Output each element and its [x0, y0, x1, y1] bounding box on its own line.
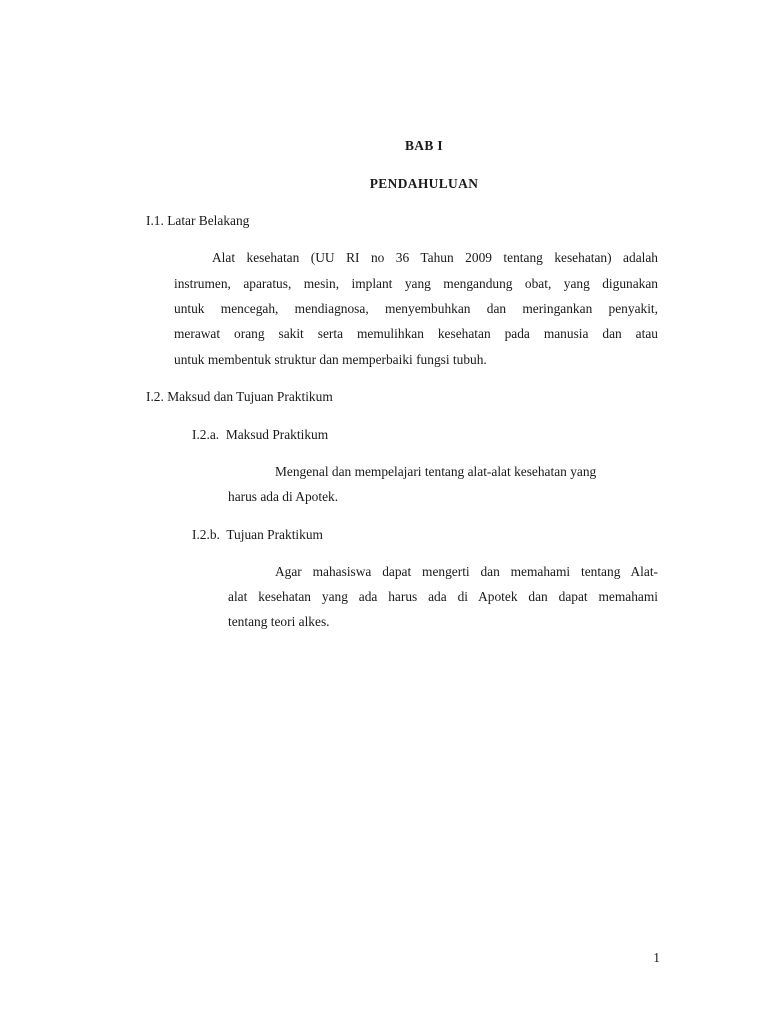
chapter-number: BAB I [404, 138, 444, 153]
paragraph-line: tentang teori alkes. [228, 614, 330, 629]
subsection-heading-maksud: I.2.a. Maksud Praktikum [192, 427, 329, 442]
paragraph-line: untuk mencegah, mendiagnosa, menyembuhkan dan meringankan penyakit, [174, 301, 658, 316]
paragraph-line: instrumen, aparatus, mesin, implant yang mengandung obat, yang digunakan [174, 276, 658, 291]
paragraph-line: Alat kesehatan (UU RI no 36 Tahun 2009 tentang kesehatan) adalah [212, 250, 658, 265]
subsection-heading-tujuan: I.2.b. Tujuan Praktikum [192, 527, 323, 542]
chapter-title: PENDAHULUAN [369, 176, 479, 191]
page-number: 1 [653, 950, 660, 965]
paragraph-line: alat kesehatan yang ada harus ada di Apotek dan dapat memahami [228, 589, 658, 604]
section-heading-maksud-tujuan: I.2. Maksud dan Tujuan Praktikum [146, 389, 333, 404]
paragraph-line: Agar mahasiswa dapat mengerti dan memahami tentang Alat- [275, 564, 658, 579]
paragraph-line: untuk membentuk struktur dan memperbaiki fungsi tubuh. [174, 352, 487, 367]
section-heading-latar-belakang: I.1. Latar Belakang [146, 213, 250, 228]
paragraph-line: harus ada di Apotek. [228, 489, 339, 504]
paragraph-line: merawat orang sakit serta memulihkan kesehatan pada manusia dan atau [174, 326, 658, 341]
paragraph-line: Mengenal dan mempelajari tentang alat-alat kesehatan yang [275, 464, 597, 479]
